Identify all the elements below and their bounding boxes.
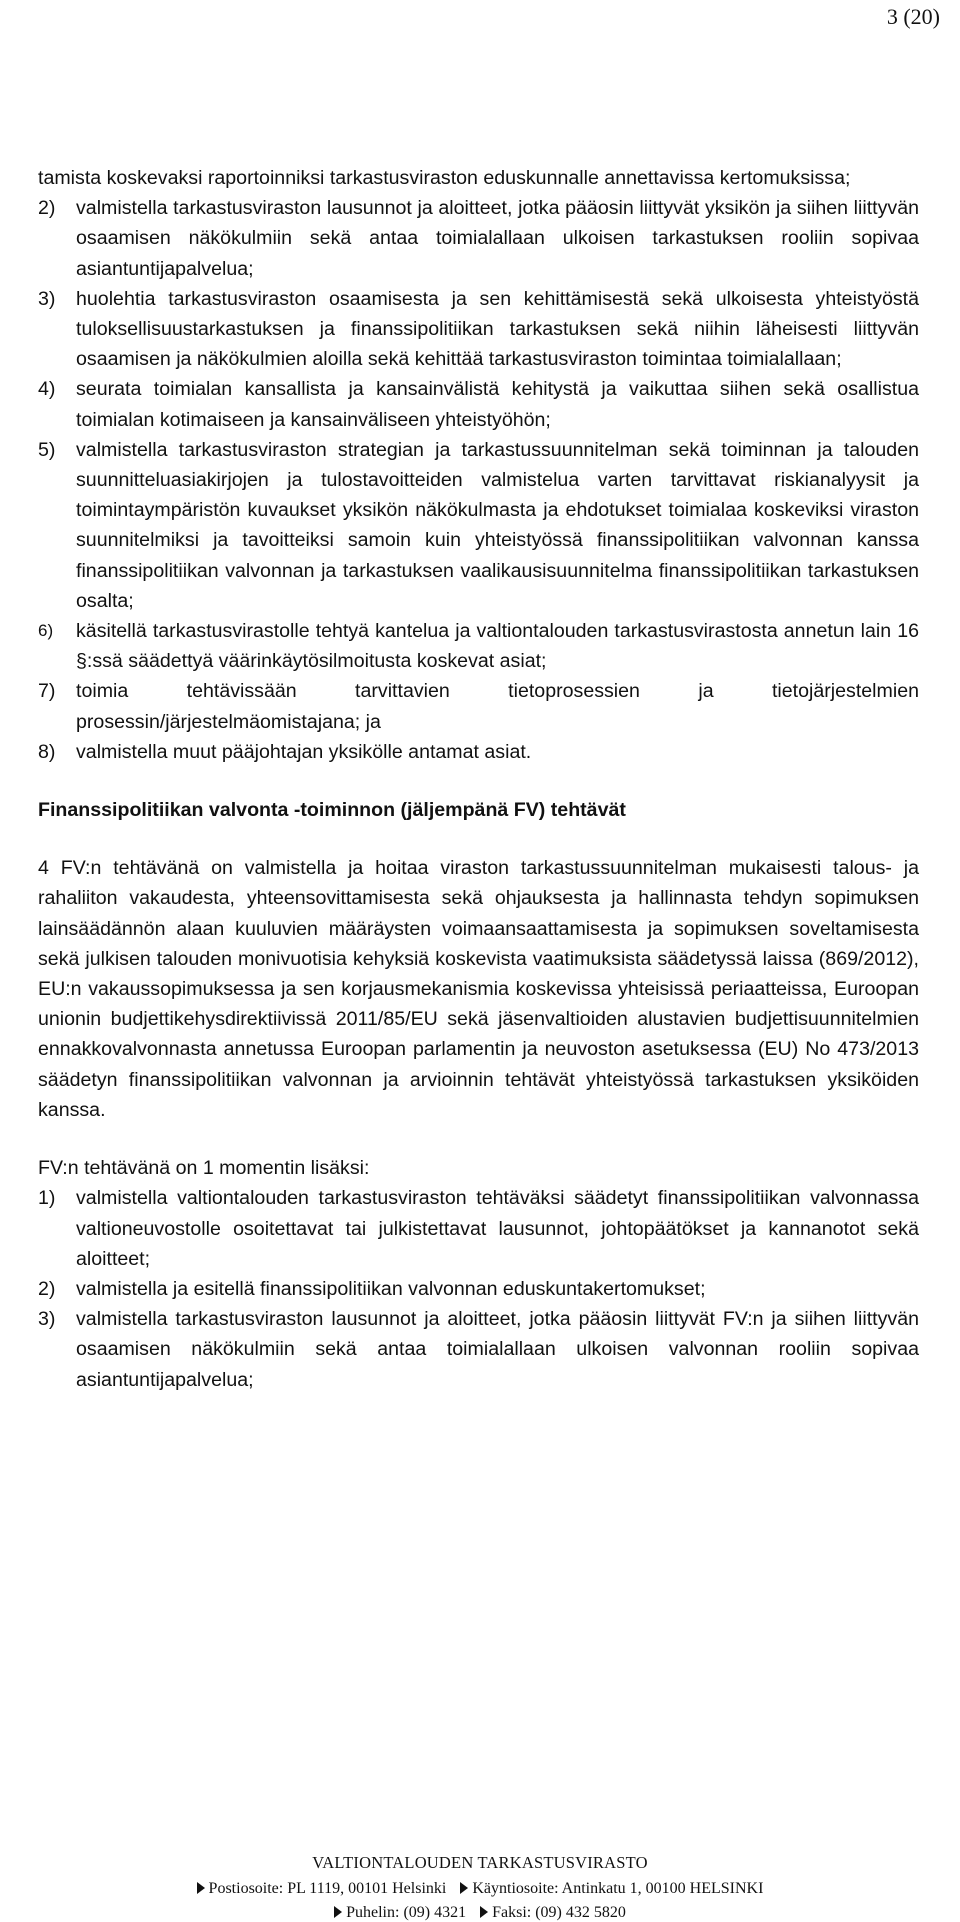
list-text: valmistella tarkastusviraston lausunnot ja aloitteet, jotka pääosin liittyvät FV:n ja siihen liittyvän osaamisen näkökulmiin sekä antaa toimialallaan ulkoisen valvonnan rooliin sopivaa asiantuntijapalvelua; — [76, 1308, 919, 1391]
list-number: 1) — [38, 1187, 56, 1210]
continuation-text: tamista koskevaksi raportoinniksi tarkastusviraston eduskunnalle annettavissa kertomuksissa; — [38, 167, 851, 189]
footer-postal — [197, 1880, 447, 1898]
footer-visit — [460, 1880, 763, 1898]
list-text: valmistella tarkastusviraston strategian ja tarkastussuunnitelman sekä toiminnan ja talouden suunnitteluasiakirjojen ja tulostavoitteiden valmistelua varten tarvittavat riskianalyysit ja toimintaympäristön kuvaukset yksikön näkökulmasta ja ehdotukset toimialaa koskeviksi viraston suunnitelmiksi ja tavoitteiksi samoin kuin yhteistyössä finanssipolitiikan valvonnan kanssa finanssipolitiikan valvonnan ja tarkastuksen vaalikausisuunnitelma finanssipolitiikan tarkastuksen osalta; — [76, 438, 919, 612]
footer-organization: VALTIONTALOUDEN TARKASTUSVIRASTO — [312, 1853, 648, 1872]
list-number: 6) — [38, 621, 54, 641]
footer-postal-text: Postiosoite: PL 1119, 00101 Helsinki — [208, 1880, 447, 1897]
triangle-bullet-icon — [334, 1906, 342, 1918]
list-text: valmistella valtiontalouden tarkastusviraston tehtäväksi säädetyt finanssipolitiikan valvonnassa valtioneuvostolle osoitettavat tai julkistettavat lausunnot, johtopäätökset ja kannanotot sekä aloitteet; — [76, 1187, 919, 1270]
list-item — [38, 1183, 919, 1274]
triangle-bullet-icon — [480, 1906, 488, 1918]
footer-phone-text: Puhelin: (09) 4321 — [346, 1904, 467, 1921]
list-item — [38, 616, 919, 676]
footer-phone — [334, 1904, 466, 1922]
list-text: seurata toimialan kansallista ja kansainvälistä kehitystä ja vaikuttaa siihen sekä osallistua toimialan kotimaiseen ja kansainväliseen yhteistyöhön; — [76, 378, 919, 431]
list-number: 8) — [38, 740, 56, 763]
footer-contact-line — [0, 1904, 960, 1922]
list-item — [38, 284, 919, 375]
list-number: 3) — [38, 1308, 56, 1331]
list-item — [38, 1304, 919, 1395]
list-text: valmistella muut pääjohtajan yksikölle antamat asiat. — [76, 740, 532, 763]
section-heading: Finanssipolitiikan valvonta -toiminnon (jäljempänä FV) tehtävät — [38, 799, 626, 822]
list-number: 5) — [38, 438, 56, 461]
list-item — [38, 1274, 919, 1304]
list-text: valmistella ja esitellä finanssipolitiikan valvonnan eduskuntakertomukset; — [76, 1277, 706, 1300]
body-paragraph: 4 FV:n tehtävänä on valmistella ja hoitaa viraston tarkastussuunnitelman mukaisesti talous- ja rahaliiton vakaudesta, yhteensovittamisesta sekä ohjauksesta ja hallinnasta tehdyn sopimuksen lainsäädännön alaan kuuluvien määräysten voimaansaattamisesta ja sopimuksen soveltamisesta sekä julkisen talouden monivuotisia kehyksiä koskevista vaatimuksista säädetyssä laissa (869/2012), EU:n vakaussopimuksessa ja sen korjausmekanismia koskevissa yhteisissä periaatteissa, Euroopan unionin budjettikehysdirektiivissä 2011/85/EU sekä jäsenvaltioiden alustavien budjettisuunnitelmien ennakkovalvonnasta annetussa Euroopan parlamentin ja neuvoston asetuksessa (EU) No 473/2013 säädetyn finanssipolitiikan valvonnan ja arvioinnin tehtävät yhteistyössä tarkastuksen yksiköiden kanssa. — [38, 857, 919, 1121]
list-number: 2) — [38, 197, 56, 220]
list-text: valmistella tarkastusviraston lausunnot ja aloitteet, jotka pääosin liittyvät yksikön ja siihen liittyvän osaamisen näkökulmiin sekä antaa toimialallaan ulkoisen tarkastuksen rooliin sopivaa asiantuntijapalvelua; — [76, 197, 919, 280]
footer-fax — [480, 1904, 626, 1922]
list-item — [38, 676, 919, 736]
footer-address-line — [0, 1880, 960, 1898]
list-item — [38, 193, 919, 284]
footer-visit-text: Käyntiosoite: Antinkatu 1, 00100 HELSINKI — [472, 1880, 764, 1897]
list-number: 7) — [38, 680, 56, 703]
list-item — [38, 737, 919, 767]
list-number: 2) — [38, 1277, 56, 1300]
footer-fax-text: Faksi: (09) 432 5820 — [492, 1904, 626, 1921]
list-item — [38, 435, 919, 616]
page-number: 3 (20) — [886, 4, 940, 29]
list-number: 3) — [38, 287, 56, 310]
list-intro: FV:n tehtävänä on 1 momentin lisäksi: — [38, 1157, 370, 1180]
list-item — [38, 374, 919, 434]
triangle-bullet-icon — [197, 1882, 205, 1894]
list-text: toimia tehtävissään tarvittavien tietoprosessien ja tietojärjestelmien prosessin/järjestelmäomistajana; ja — [76, 680, 919, 733]
list-text: käsitellä tarkastusvirastolle tehtyä kantelua ja valtiontalouden tarkastusvirastosta annetun lain 16 §:ssä säädettyä väärinkäytösilmoitusta koskevat asiat; — [76, 620, 919, 673]
document-body — [38, 163, 919, 1395]
list-text: huolehtia tarkastusviraston osaamisesta ja sen kehittämisestä sekä ulkoisesta yhteistyöstä tuloksellisuustarkastuksen ja finanssipolitiikan tarkastuksen sekä niihin läheisesti liittyvän osaamisen ja näkökulmien aloilla sekä kehittää tarkastusviraston toimintaa toimialallaan; — [76, 287, 919, 371]
triangle-bullet-icon — [460, 1882, 468, 1894]
list-number: 4) — [38, 378, 56, 401]
